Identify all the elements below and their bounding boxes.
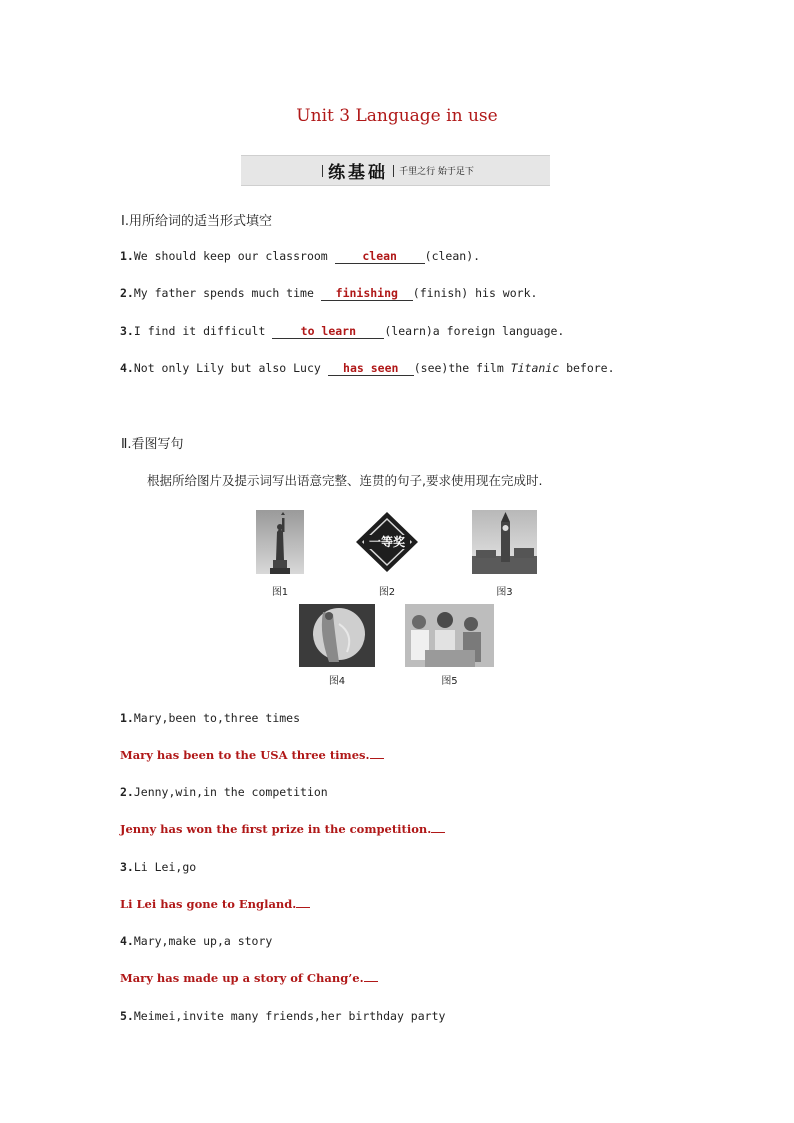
answer-sentence: Mary has made up a story of Chang’e. xyxy=(120,971,378,985)
answer-underline xyxy=(296,897,310,908)
exercise-prompt: 3.Li Lei,go xyxy=(120,860,197,874)
section-banner xyxy=(241,155,550,186)
page-title: Unit 3 Language in use xyxy=(296,106,498,126)
answer-sentence: Jenny has won the first prize in the competition. xyxy=(120,822,445,836)
answer-underline xyxy=(370,748,384,759)
big-ben-photo xyxy=(472,510,537,574)
answer-blank: has seen xyxy=(328,362,414,376)
statue-of-liberty-photo xyxy=(256,510,304,574)
answer-blank: finishing xyxy=(321,287,413,301)
exercise-prompt: 4.Mary,make up,a story xyxy=(120,934,273,948)
figure-caption: 图3 xyxy=(496,587,513,598)
figure-caption: 图1 xyxy=(271,587,289,598)
answer-sentence: Mary has been to the USA three times. xyxy=(120,748,384,762)
answer-blank: to learn xyxy=(272,325,384,339)
exercise-item: 4.Not only Lily but also Lucy has seen (see)the film Titanic before. xyxy=(120,361,615,375)
exercise-prompt: 1.Mary,been to,three times xyxy=(120,711,301,725)
banner-main-text: 练基础 xyxy=(328,163,389,183)
exercise-prompt: 5.Meimei,invite many friends,her birthday party xyxy=(120,1009,446,1023)
answer-sentence: Li Lei has gone to England. xyxy=(120,897,310,911)
banner-sub-text: 千里之行 始于足下 xyxy=(399,167,474,177)
exercise-prompt: 2.Jenny,win,in the competition xyxy=(120,785,328,799)
figure-caption: 图5 xyxy=(441,676,458,687)
figure-caption: 图4 xyxy=(328,676,346,687)
change-moon-photo xyxy=(299,604,375,667)
exercise-item: 1.We should keep our classroom clean (clean). xyxy=(120,249,481,263)
section-2-instruction: 根据所给图片及提示词写出语意完整、连贯的句子,要求使用现在完成时. xyxy=(147,473,543,488)
section-1-heading: Ⅰ.用所给词的适当形式填空 xyxy=(121,214,272,229)
figure-caption: 图2 xyxy=(378,587,396,598)
badge-text: 一等奖 xyxy=(368,535,405,549)
banner-divider xyxy=(322,165,323,177)
exercise-item: 3.I find it difficult to learn (learn)a foreign language. xyxy=(120,324,565,338)
banner-divider xyxy=(393,165,394,177)
answer-underline xyxy=(431,822,445,833)
exercise-item: 2.My father spends much time finishing (finish) his work. xyxy=(120,286,538,300)
birthday-party-photo xyxy=(405,604,494,667)
answer-underline xyxy=(364,971,378,982)
answer-blank: clean xyxy=(335,250,425,264)
first-prize-badge xyxy=(354,510,420,574)
section-2-heading: Ⅱ.看图写句 xyxy=(121,437,184,452)
